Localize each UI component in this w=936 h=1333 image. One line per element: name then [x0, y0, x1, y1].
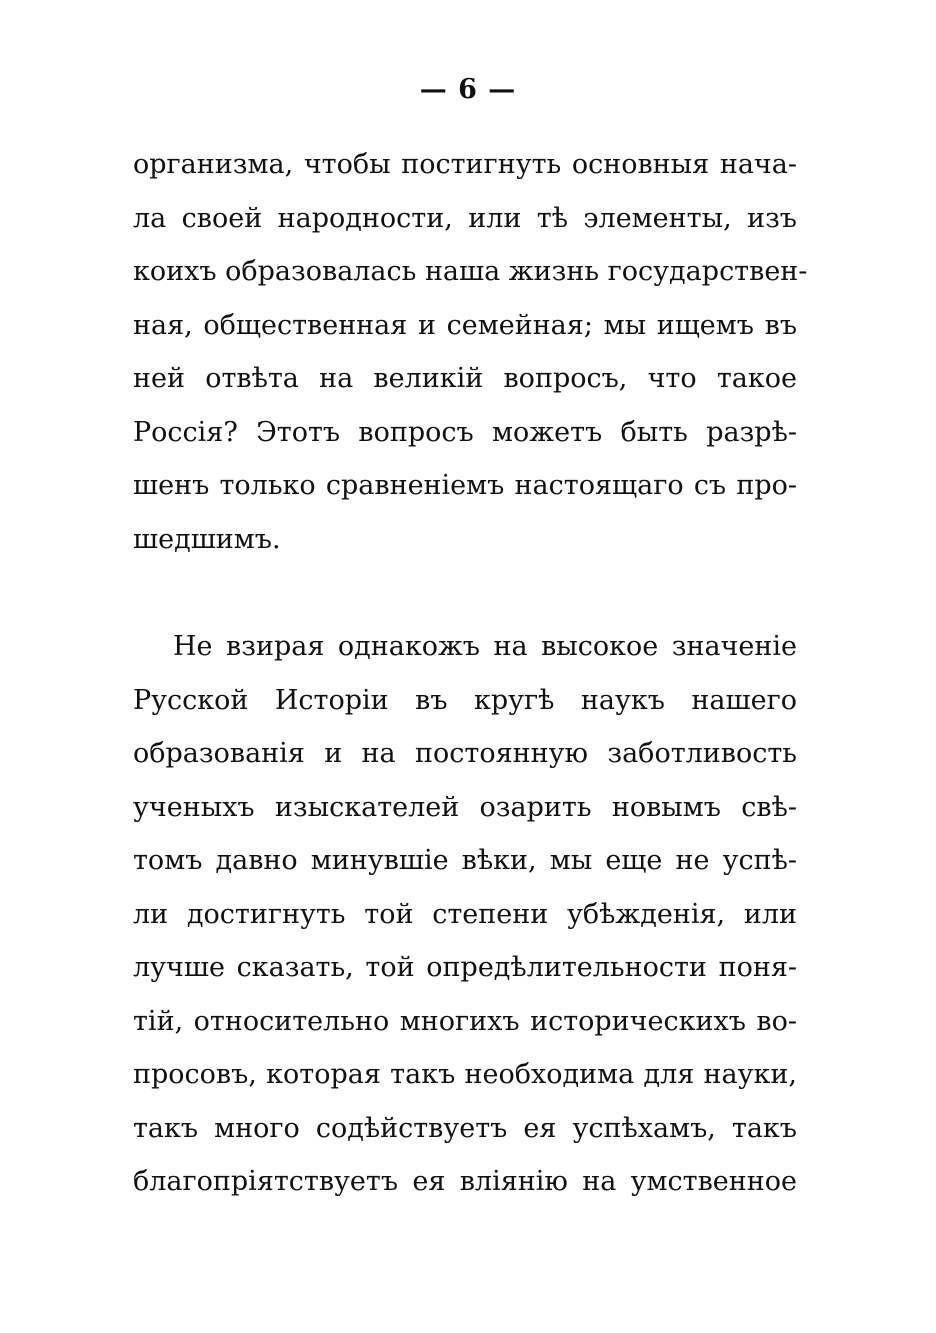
text-line: лучше сказать, той опредѣлительности поня-: [133, 952, 797, 983]
text-line: ученыхъ изыскателей озарить новымъ свѣ-: [133, 791, 797, 823]
text-line: благопріятствуетъ ея вліянію на умственное: [133, 1166, 797, 1197]
text-line: организма, чтобы постигнуть основныя нача-: [133, 149, 797, 180]
paragraph-2: [133, 620, 797, 1209]
text-line: шедшимъ.: [133, 523, 281, 555]
paragraph-1: [133, 138, 808, 566]
text-line: тій, относительно многихъ историческихъ во-: [133, 1005, 797, 1037]
text-line: Россія? Этотъ вопросъ можетъ быть разрѣ-: [133, 416, 797, 448]
text-line: Русской Исторіи въ кругѣ наукъ нашего: [133, 684, 797, 716]
text-line: ла своей народности, или тѣ элементы, изъ: [133, 202, 797, 234]
text-line: томъ давно минувшіе вѣки, мы еще не успѣ-: [133, 845, 797, 876]
text-line: такъ много содѣйствуетъ ея успѣхамъ, такъ: [133, 1112, 797, 1144]
text-line: шенъ только сравненіемъ настоящаго съ про-: [133, 470, 797, 501]
text-line: образованія и на постоянную заботливость: [133, 738, 797, 769]
text-line: Не взирая однакожъ на высокое значеніе: [173, 631, 797, 662]
text-line: коихъ образовалась наша жизнь государствен-: [133, 256, 808, 287]
text-line: ли достигнуть той степени убѣжденія, или: [133, 898, 797, 930]
text-line: просовъ, которая такъ необходима для науки,: [133, 1059, 797, 1090]
text-line: ная, общественная и семейная; мы ищемъ въ: [133, 309, 797, 341]
text-line: ней отвѣта на великій вопросъ, что такое: [133, 363, 797, 394]
page-number: — 6 —: [419, 74, 517, 105]
